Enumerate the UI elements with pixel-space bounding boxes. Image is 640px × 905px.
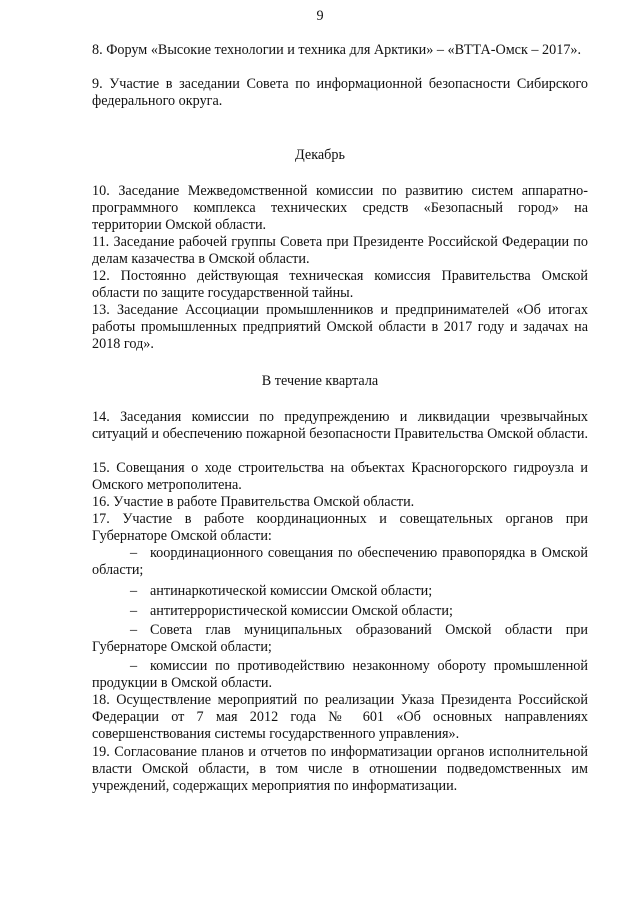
list-item-15: 15. Совещания о ходе строительства на объектах Красногорского гидроузла и Омского метрополитена. <box>92 460 588 493</box>
sub-item-2 <box>92 583 588 600</box>
list-item-19: 19. Согласование планов и отчетов по информатизации органов исполнительной власти Омской области, в том числе в отношении подведомственных им учреждений, содержащих мероприятия по информатизации. <box>92 744 588 794</box>
dash-mark: – <box>130 545 138 561</box>
section-heading-during-quarter: В течение квартала <box>261 373 379 389</box>
dash-mark: – <box>130 658 138 674</box>
list-item-12: 12. Постоянно действующая техническая комиссия Правительства Омской области по защите государственной тайны. <box>92 268 588 301</box>
list-item-17: 17. Участие в работе координационных и совещательных органов при Губернаторе Омской области: <box>92 511 588 544</box>
list-item-16: 16. Участие в работе Правительства Омской области. <box>92 494 415 510</box>
sub-item-text: координационного совещания по обеспечению правопорядка в Омской области; <box>92 545 588 578</box>
dash-mark: – <box>130 603 138 619</box>
list-item-18: 18. Осуществление мероприятий по реализации Указа Президента Российской Федерации от 7 мая 2012 года № 601 «Об основных направлениях совершенствования системы государственного управления». <box>92 692 588 742</box>
list-item-14: 14. Заседания комиссии по предупреждению и ликвидации чрезвычайных ситуаций и обеспечению пожарной безопасности Правительства Омской области. <box>92 409 588 442</box>
page-number: 9 <box>316 8 324 24</box>
sub-item-4 <box>92 622 588 656</box>
dash-mark: – <box>130 622 138 638</box>
sub-item-text: антинаркотической комиссии Омской области; <box>150 583 433 599</box>
dash-mark: – <box>130 583 138 599</box>
list-item-8: 8. Форум «Высокие технологии и техника для Арктики» – «ВТТА-Омск – 2017». <box>92 42 582 58</box>
sub-item-text: Совета глав муниципальных образований Омской области при Губернаторе Омской области; <box>92 622 588 655</box>
list-item-13: 13. Заседание Ассоциации промышленников и предпринимателей «Об итогах работы промышленных предприятий Омской области в 2017 году и задачах на 2018 год». <box>92 302 588 352</box>
sub-item-text: антитеррористической комиссии Омской области; <box>150 603 453 619</box>
sub-item-1 <box>92 545 588 579</box>
sub-item-text: комиссии по противодействию незаконному обороту промышленной продукции в Омской области. <box>92 658 588 691</box>
list-item-11: 11. Заседание рабочей группы Совета при Президенте Российской Федерации по делам казачества в Омской области. <box>92 234 588 267</box>
list-item-9: 9. Участие в заседании Совета по информационной безопасности Сибирского федерального округа. <box>92 76 588 109</box>
sub-item-3 <box>92 603 588 620</box>
sub-item-5 <box>92 658 588 692</box>
section-heading-december: Декабрь <box>295 147 345 163</box>
list-item-10: 10. Заседание Межведомственной комиссии по развитию систем аппаратно-программного комплекса технических средств «Безопасный город» на территории Омской области. <box>92 183 588 233</box>
